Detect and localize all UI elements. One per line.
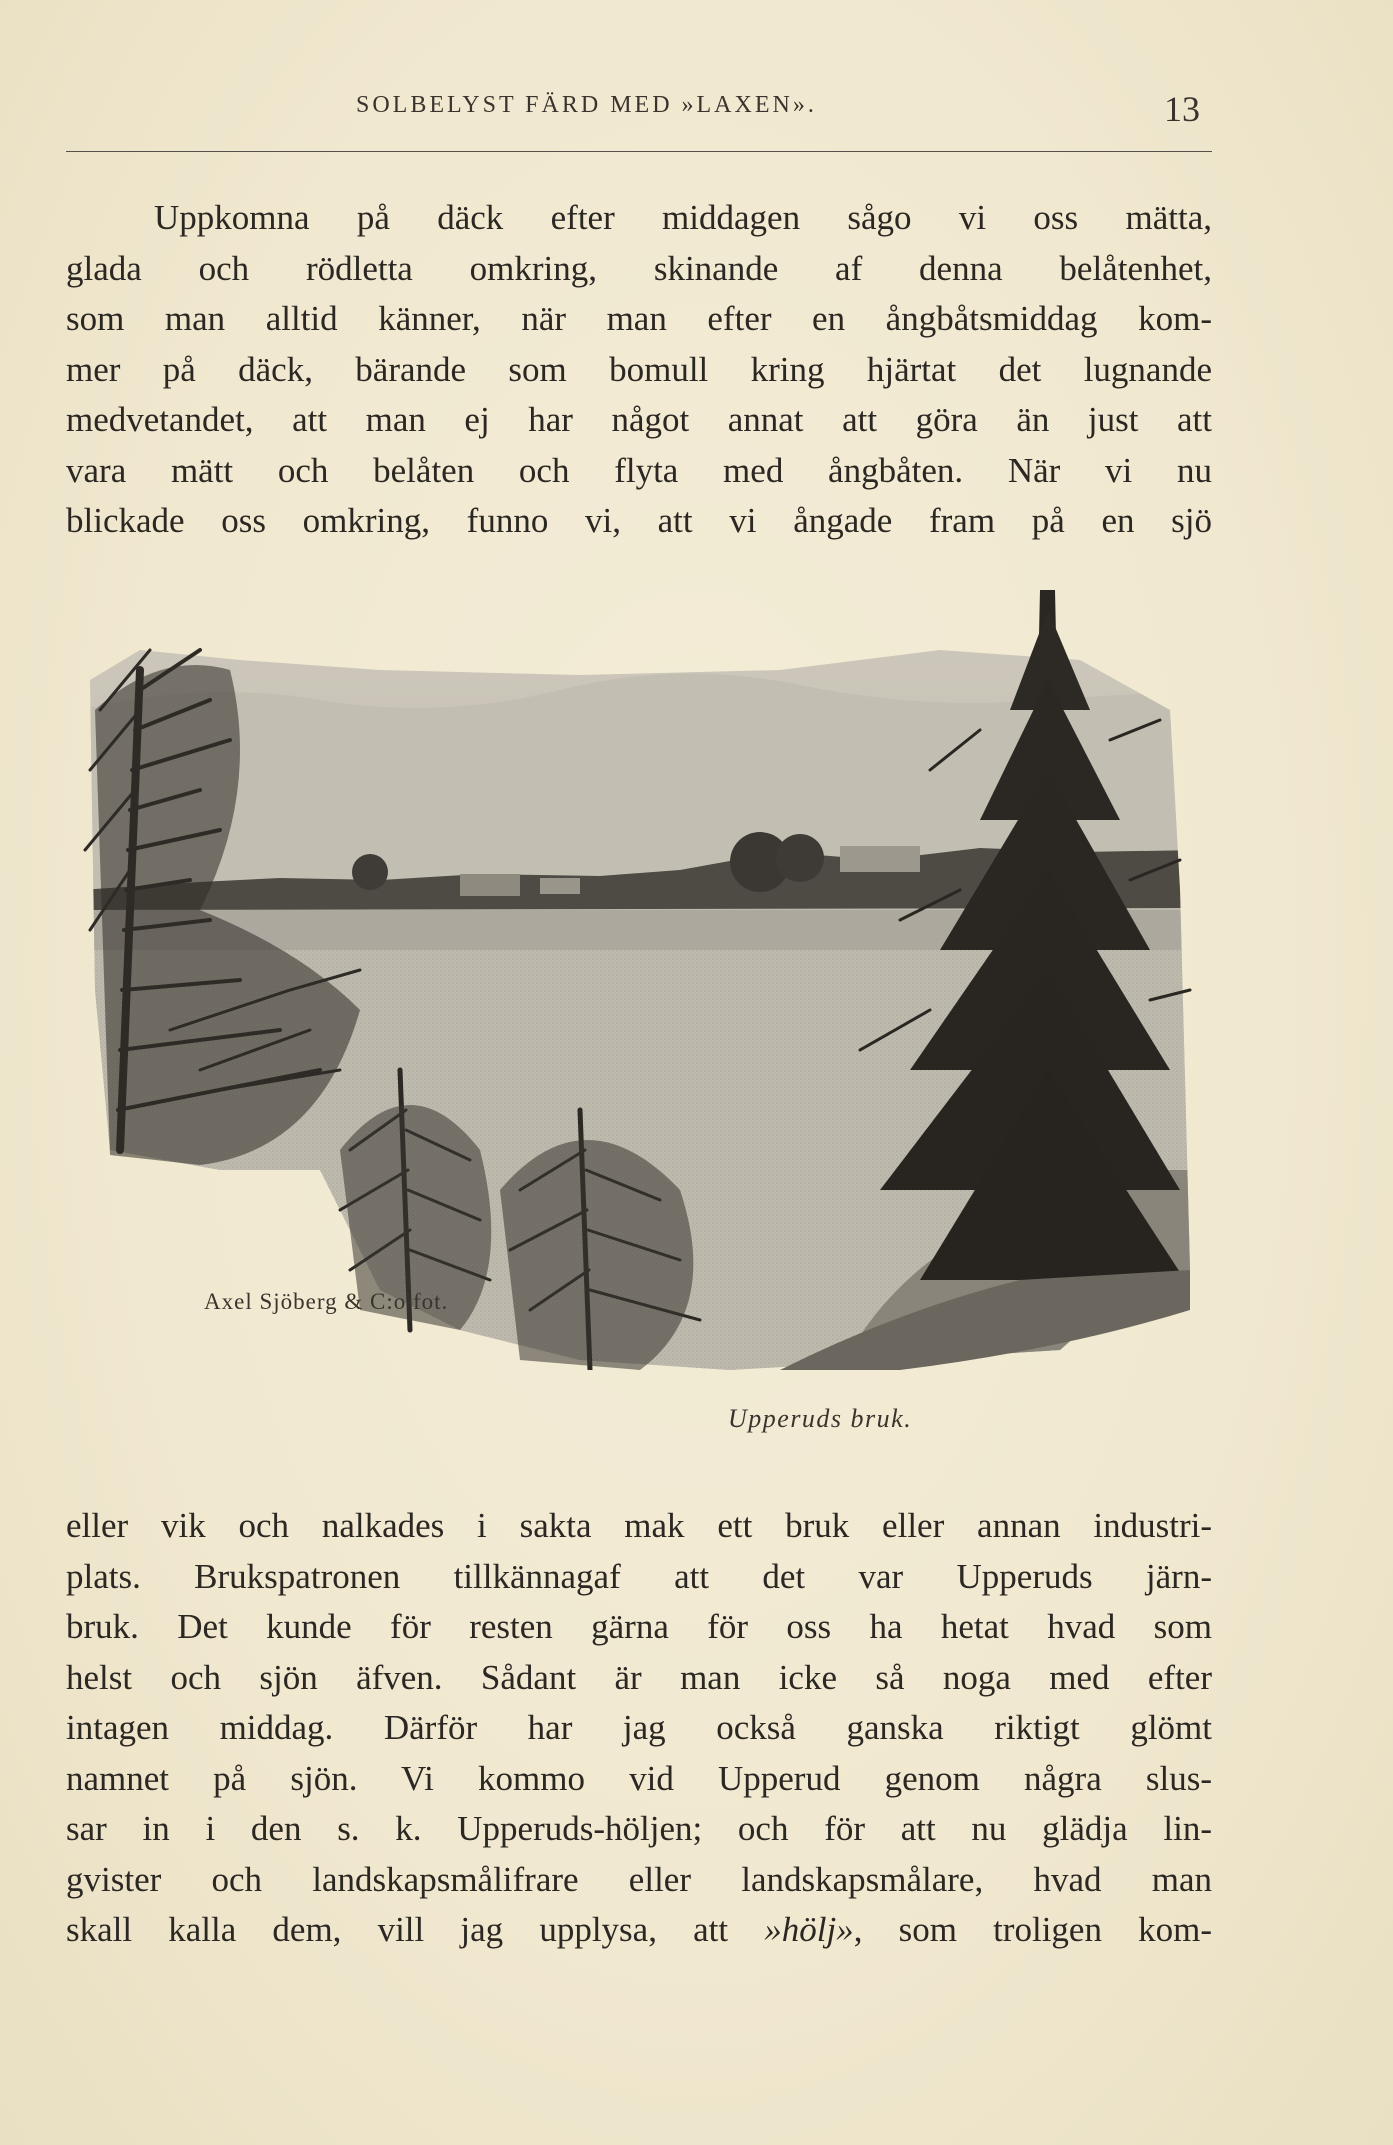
text-line: intagen middag. Därför har jag också ganska riktigt glömt — [66, 1708, 1212, 1747]
text-segment: , som troligen kom- — [853, 1910, 1212, 1949]
page-number: 13 — [1164, 89, 1200, 129]
running-title: SOLBELYST FÄRD MED »LAXEN». — [356, 92, 817, 118]
header-rule — [66, 151, 1212, 152]
running-head — [66, 89, 1212, 132]
text-segment: skall kalla dem, vill jag upplysa, att — [66, 1910, 765, 1949]
text-line: plats. Brukspatronen tillkännagaf att det var Upperuds järn- — [66, 1556, 1212, 1596]
text-line: gvister och landskapsmålifrare eller landskapsmålare, hvad man — [66, 1859, 1212, 1899]
figure-caption: Upperuds bruk. — [728, 1404, 913, 1433]
text-line: eller vik och nalkades i sakta mak ett bruk eller annan industri- — [66, 1506, 1212, 1545]
text-line-last — [66, 1905, 1212, 1956]
text-line: bruk. Det kunde för resten gärna för oss ha hetat hvad som — [66, 1607, 1212, 1646]
text-line: vara mätt och belåten och flyta med ångbåten. När vi nu — [66, 450, 1212, 490]
text-line: glada och rödletta omkring, skinande af denna belåtenhet, — [66, 248, 1212, 288]
photo-credit: Axel Sjöberg & C:o fot. — [204, 1289, 449, 1314]
text-line: blickade oss omkring, funno vi, att vi ångade fram på en sjö — [66, 501, 1212, 540]
text-line: sar in i den s. k. Upperuds-höljen; och för att nu glädja lin- — [66, 1809, 1212, 1848]
landscape-photo-illustration — [80, 590, 1200, 1370]
text-line: helst och sjön äfven. Sådant är man icke så noga med efter — [66, 1657, 1212, 1697]
italic-term: »hölj» — [764, 1910, 854, 1949]
text-line: som man alltid känner, när man efter en ångbåtsmiddag kom- — [66, 299, 1212, 338]
text-line: namnet på sjön. Vi kommo vid Upperud genom några slus- — [66, 1758, 1212, 1798]
text-line: mer på däck, bärande som bomull kring hjärtat det lugnande — [66, 349, 1212, 389]
paragraph-2 — [66, 1501, 1212, 1956]
paragraph-1 — [66, 193, 1212, 547]
landscape-photo — [80, 590, 1200, 1370]
text-line: medvetandet, att man ej har något annat att göra än just att — [66, 400, 1212, 439]
text-line: Uppkomna på däck efter middagen sågo vi oss mätta, — [154, 198, 1212, 237]
